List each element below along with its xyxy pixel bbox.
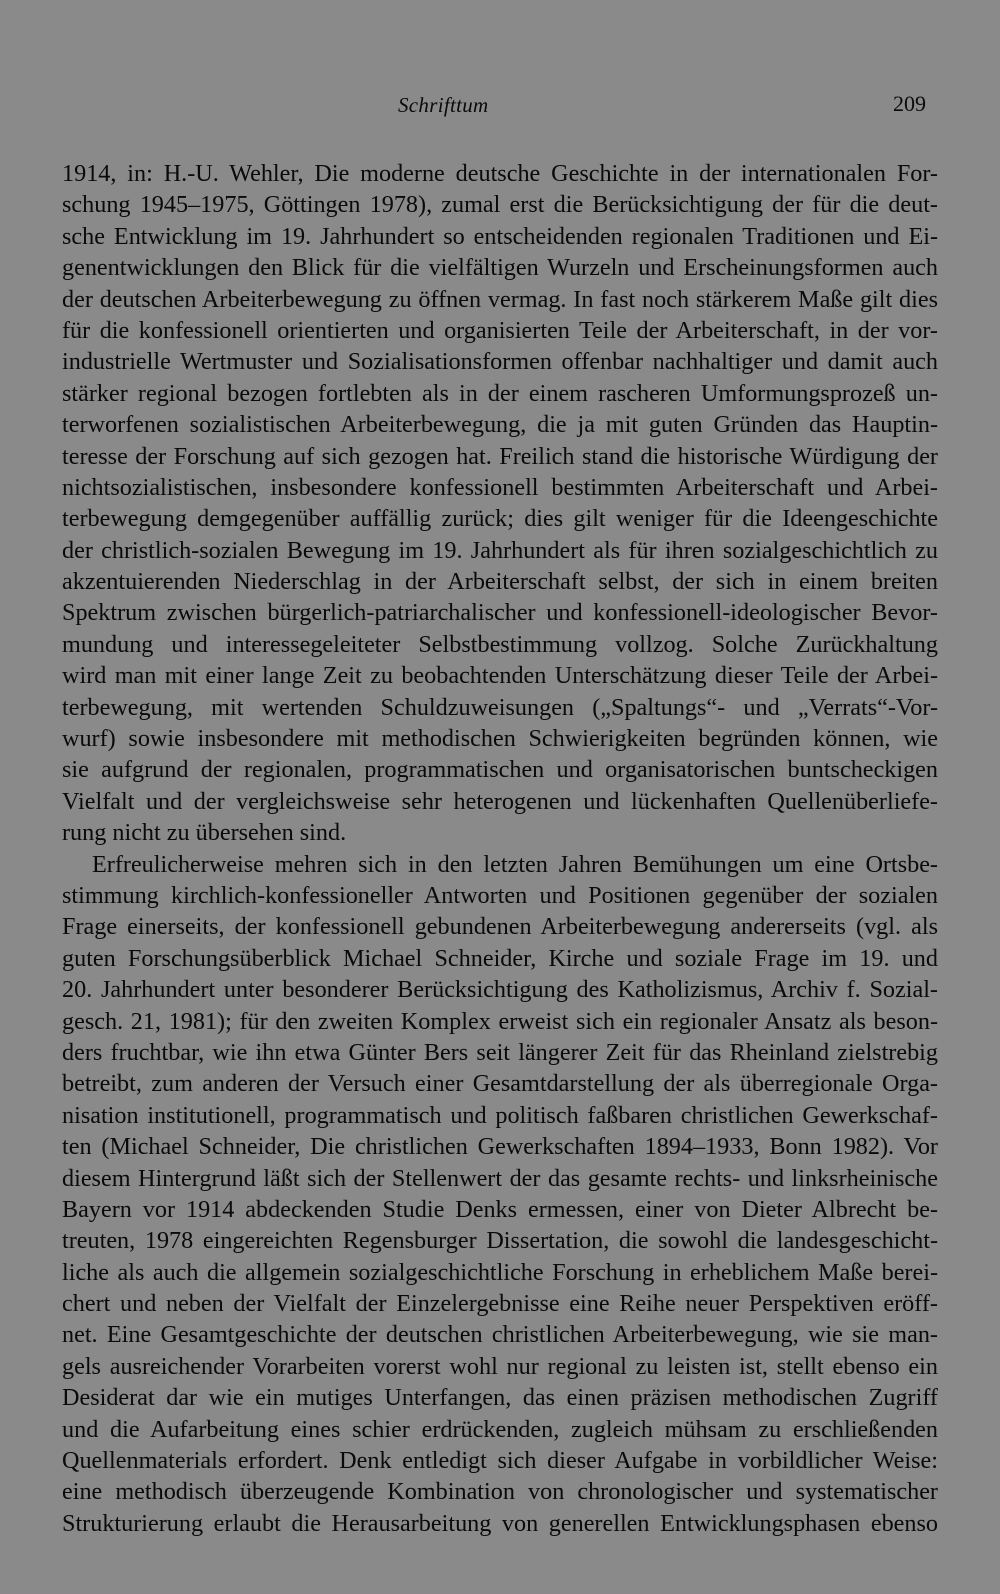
text-line: Bayern vor 1914 abdeckenden Studie Denks ermessen, einer von Dieter Albrecht be- (62, 1195, 938, 1223)
text-line: chert und neben der Vielfalt der Einzelergebnisse eine Reihe neuer Perspektiven eröff- (62, 1290, 938, 1318)
text-line: Vielfalt und der vergleichsweise sehr heterogenen und lückenhaften Quellenüberliefe- (62, 787, 938, 815)
text-line: für die konfessionell orientierten und organisierten Teile der Arbeiterschaft, in der vor- (62, 316, 938, 344)
text-line: Strukturierung erlaubt die Herausarbeitung von generellen Entwicklungsphasen ebenso (62, 1509, 938, 1537)
text-line: Quellenmaterials erfordert. Denk entledigt sich dieser Aufgabe in vorbildlicher Weise: (62, 1447, 938, 1475)
text-line: terbewegung, mit wertenden Schuldzuweisungen („Spaltungs“- und „Verrats“-Vor- (62, 693, 938, 721)
text-line: industrielle Wertmuster und Sozialisationsformen offenbar nachhaltiger und damit auch (62, 348, 938, 376)
paragraph-first-line: Erfreulicherweise mehren sich in den letzten Jahren Bemühungen um eine Ortsbe- (92, 850, 938, 878)
text-line: stimmung kirchlich-konfessioneller Antworten und Positionen gegenüber der sozialen (62, 881, 938, 909)
text-line: genentwicklungen den Blick für die vielfältigen Wurzeln und Erscheinungsformen auch (62, 254, 938, 282)
text-line: wurf) sowie insbesondere mit methodischen Schwierigkeiten begründen können, wie (62, 725, 938, 753)
text-line: guten Forschungsüberblick Michael Schneider, Kirche und soziale Frage im 19. und (62, 944, 938, 972)
text-line: treuten, 1978 eingereichten Regensburger Dissertation, die sowohl die landesgeschicht- (62, 1227, 938, 1255)
body-text (62, 158, 938, 1539)
text-line: sie aufgrund der regionalen, programmatischen und organisatorischen buntscheckigen (62, 756, 938, 784)
text-line: liche als auch die allgemein sozialgeschichtliche Forschung in erheblichem Maße berei- (62, 1258, 938, 1286)
text-line: Desiderat dar wie ein mutiges Unterfangen, das einen präzisen methodischen Zugriff (62, 1384, 938, 1412)
text-line: akzentuierenden Niederschlag in der Arbeiterschaft selbst, der sich in einem breiten (62, 568, 938, 596)
text-line: rung nicht zu übersehen sind. (62, 819, 347, 847)
text-line: ders fruchtbar, wie ihn etwa Günter Bers seit längerer Zeit für das Rheinland zielstrebig (62, 1038, 938, 1066)
text-line: 1914, in: H.-U. Wehler, Die moderne deutsche Geschichte in der internationalen For- (62, 160, 938, 187)
text-line: nisation institutionell, programmatisch und politisch faßbaren christlichen Gewerkschaf- (62, 1101, 938, 1129)
text-line: und die Aufarbeitung eines schier erdrückenden, zugleich mühsam zu erschließenden (62, 1415, 938, 1443)
text-line: Spektrum zwischen bürgerlich-patriarchalischer und konfessionell-ideologischer Bevor- (62, 599, 938, 627)
text-line: gels ausreichender Vorarbeiten vorerst wohl nur regional zu leisten ist, stellt ebenso ein (62, 1352, 938, 1380)
text-line: sche Entwicklung im 19. Jahrhundert so entscheidenden regionalen Traditionen und Ei- (62, 222, 938, 250)
text-line: terworfenen sozialistischen Arbeiterbewegung, die ja mit guten Gründen das Hauptin- (62, 411, 938, 439)
text-line: nichtsozialistischen, insbesondere konfessionell bestimmten Arbeiterschaft und Arbei- (62, 473, 938, 501)
text-line: wird man mit einer lange Zeit zu beobachtenden Unterschätzung dieser Teile der Arbei- (62, 662, 938, 690)
running-title: Schrifttum (398, 93, 489, 117)
page-number: 209 (893, 91, 926, 116)
text-line: der deutschen Arbeiterbewegung zu öffnen vermag. In fast noch stärkerem Maße gilt dies (62, 285, 938, 313)
text-line: terbewegung demgegenüber auffällig zurück; dies gilt weniger für die Ideengeschichte (62, 505, 938, 533)
text-line: schung 1945–1975, Göttingen 1978), zumal erst die Berücksichtigung der für die deut- (62, 191, 938, 219)
text-line: stärker regional bezogen fortlebten als in der einem rascheren Umformungsprozeß un- (62, 379, 938, 407)
text-line: der christlich-sozialen Bewegung im 19. Jahrhundert als für ihren sozialgeschichtlich zu (62, 536, 938, 564)
text-line: betreibt, zum anderen der Versuch einer Gesamtdarstellung der als überregionale Orga- (62, 1070, 938, 1098)
text-line: teresse der Forschung auf sich gezogen hat. Freilich stand die historische Würdigung der (62, 442, 938, 470)
text-line: Frage einerseits, der konfessionell gebundenen Arbeiterbewegung andererseits (vgl. als (62, 913, 938, 941)
text-line: diesem Hintergrund läßt sich der Stellenwert der das gesamte rechts- und linksrheinische (62, 1164, 938, 1192)
text-line: ten (Michael Schneider, Die christlichen Gewerkschaften 1894–1933, Bonn 1982). Vor (62, 1133, 938, 1161)
text-line: 20. Jahrhundert unter besonderer Berücksichtigung des Katholizismus, Archiv f. Sozial- (62, 976, 938, 1004)
text-line: gesch. 21, 1981); für den zweiten Komplex erweist sich ein regionaler Ansatz als beson- (62, 1007, 938, 1035)
text-line: mundung und interessegeleiteter Selbstbestimmung vollzog. Solche Zurückhaltung (62, 630, 938, 658)
text-line: eine methodisch überzeugende Kombination von chronologischer und systematischer (62, 1478, 938, 1506)
running-head (0, 93, 1000, 133)
text-line: net. Eine Gesamtgeschichte der deutschen christlichen Arbeiterbewegung, wie sie man- (62, 1321, 938, 1349)
